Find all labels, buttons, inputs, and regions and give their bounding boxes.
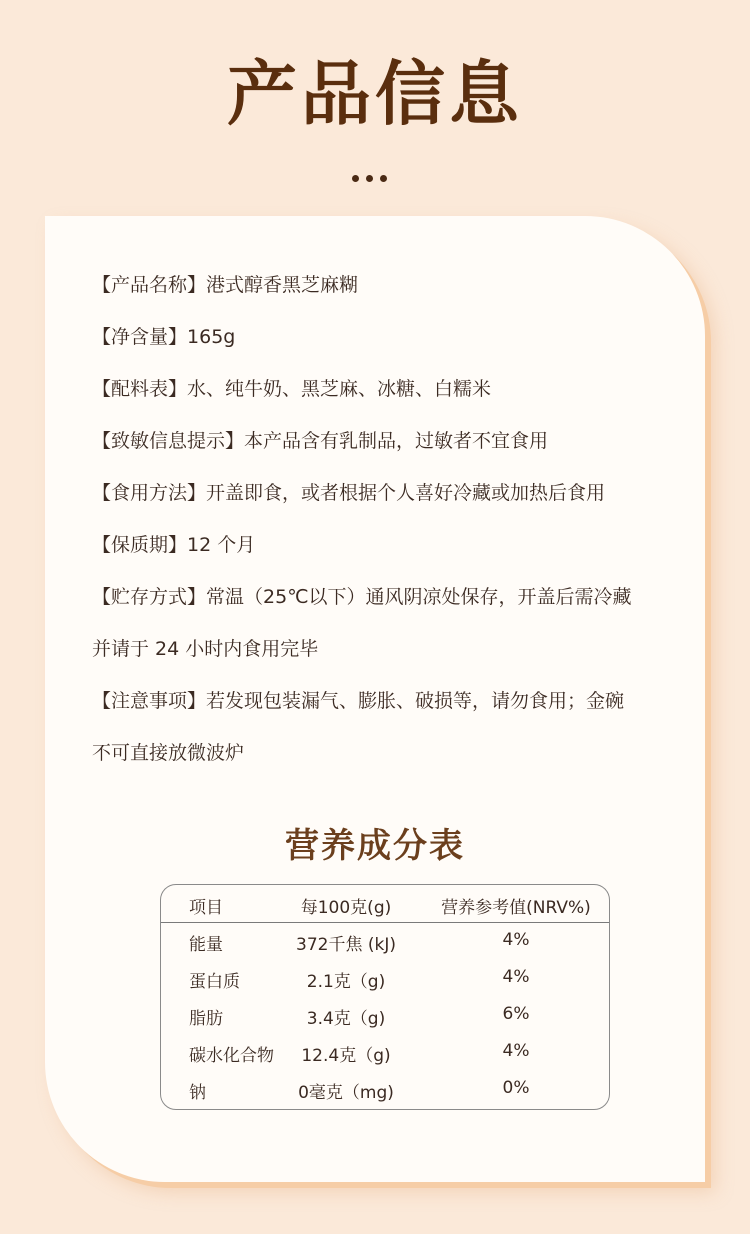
header-item: 项目	[189, 898, 223, 918]
table-header	[161, 885, 609, 923]
table-row: 钠 0毫克（mg) 0%	[189, 1078, 530, 1103]
info-line-ingredients: 【配料表】水、纯牛奶、黑芝麻、冰糖、白糯米	[92, 378, 492, 400]
header-nrv: 营养参考值(NRV%)	[441, 898, 591, 918]
info-line-storage: 【贮存方式】常温（25℃以下）通风阴凉处保存，开盖后需冷藏	[92, 586, 632, 608]
dot	[380, 175, 387, 182]
nutrition-table	[160, 884, 610, 1110]
info-line-notes: 【注意事项】若发现包装漏气、膨胀、破损等，请勿食用；金碗	[92, 690, 625, 712]
product-info-list	[92, 262, 692, 782]
header-per100g: 每100克(g)	[300, 898, 392, 918]
info-line-net-weight: 【净含量】165g	[92, 326, 236, 348]
table-row: 能量 372千焦 (kJ) 4%	[189, 930, 530, 955]
info-line-notes-cont: 不可直接放微波炉	[92, 742, 245, 764]
info-line-storage-cont: 并请于 24 小时内食用完毕	[92, 638, 319, 660]
info-line-allergen: 【致敏信息提示】本产品含有乳制品，过敏者不宜食用	[92, 430, 549, 452]
info-line-usage: 【食用方法】开盖即食，或者根据个人喜好冷藏或加热后食用	[92, 482, 606, 504]
dot	[366, 175, 373, 182]
dots-divider	[352, 175, 387, 182]
page-title: 产品信息	[227, 52, 523, 135]
table-row: 碳水化合物 12.4克（g) 4%	[189, 1041, 530, 1066]
info-line-shelf-life: 【保质期】12 个月	[92, 534, 256, 556]
nutrition-title: 营养成分表	[285, 826, 465, 866]
table-row: 蛋白质 2.1克（g) 4%	[189, 967, 530, 992]
dot	[352, 175, 359, 182]
info-line-name: 【产品名称】港式醇香黑芝麻糊	[92, 274, 359, 296]
table-row: 脂肪 3.4克（g) 6%	[189, 1004, 530, 1029]
